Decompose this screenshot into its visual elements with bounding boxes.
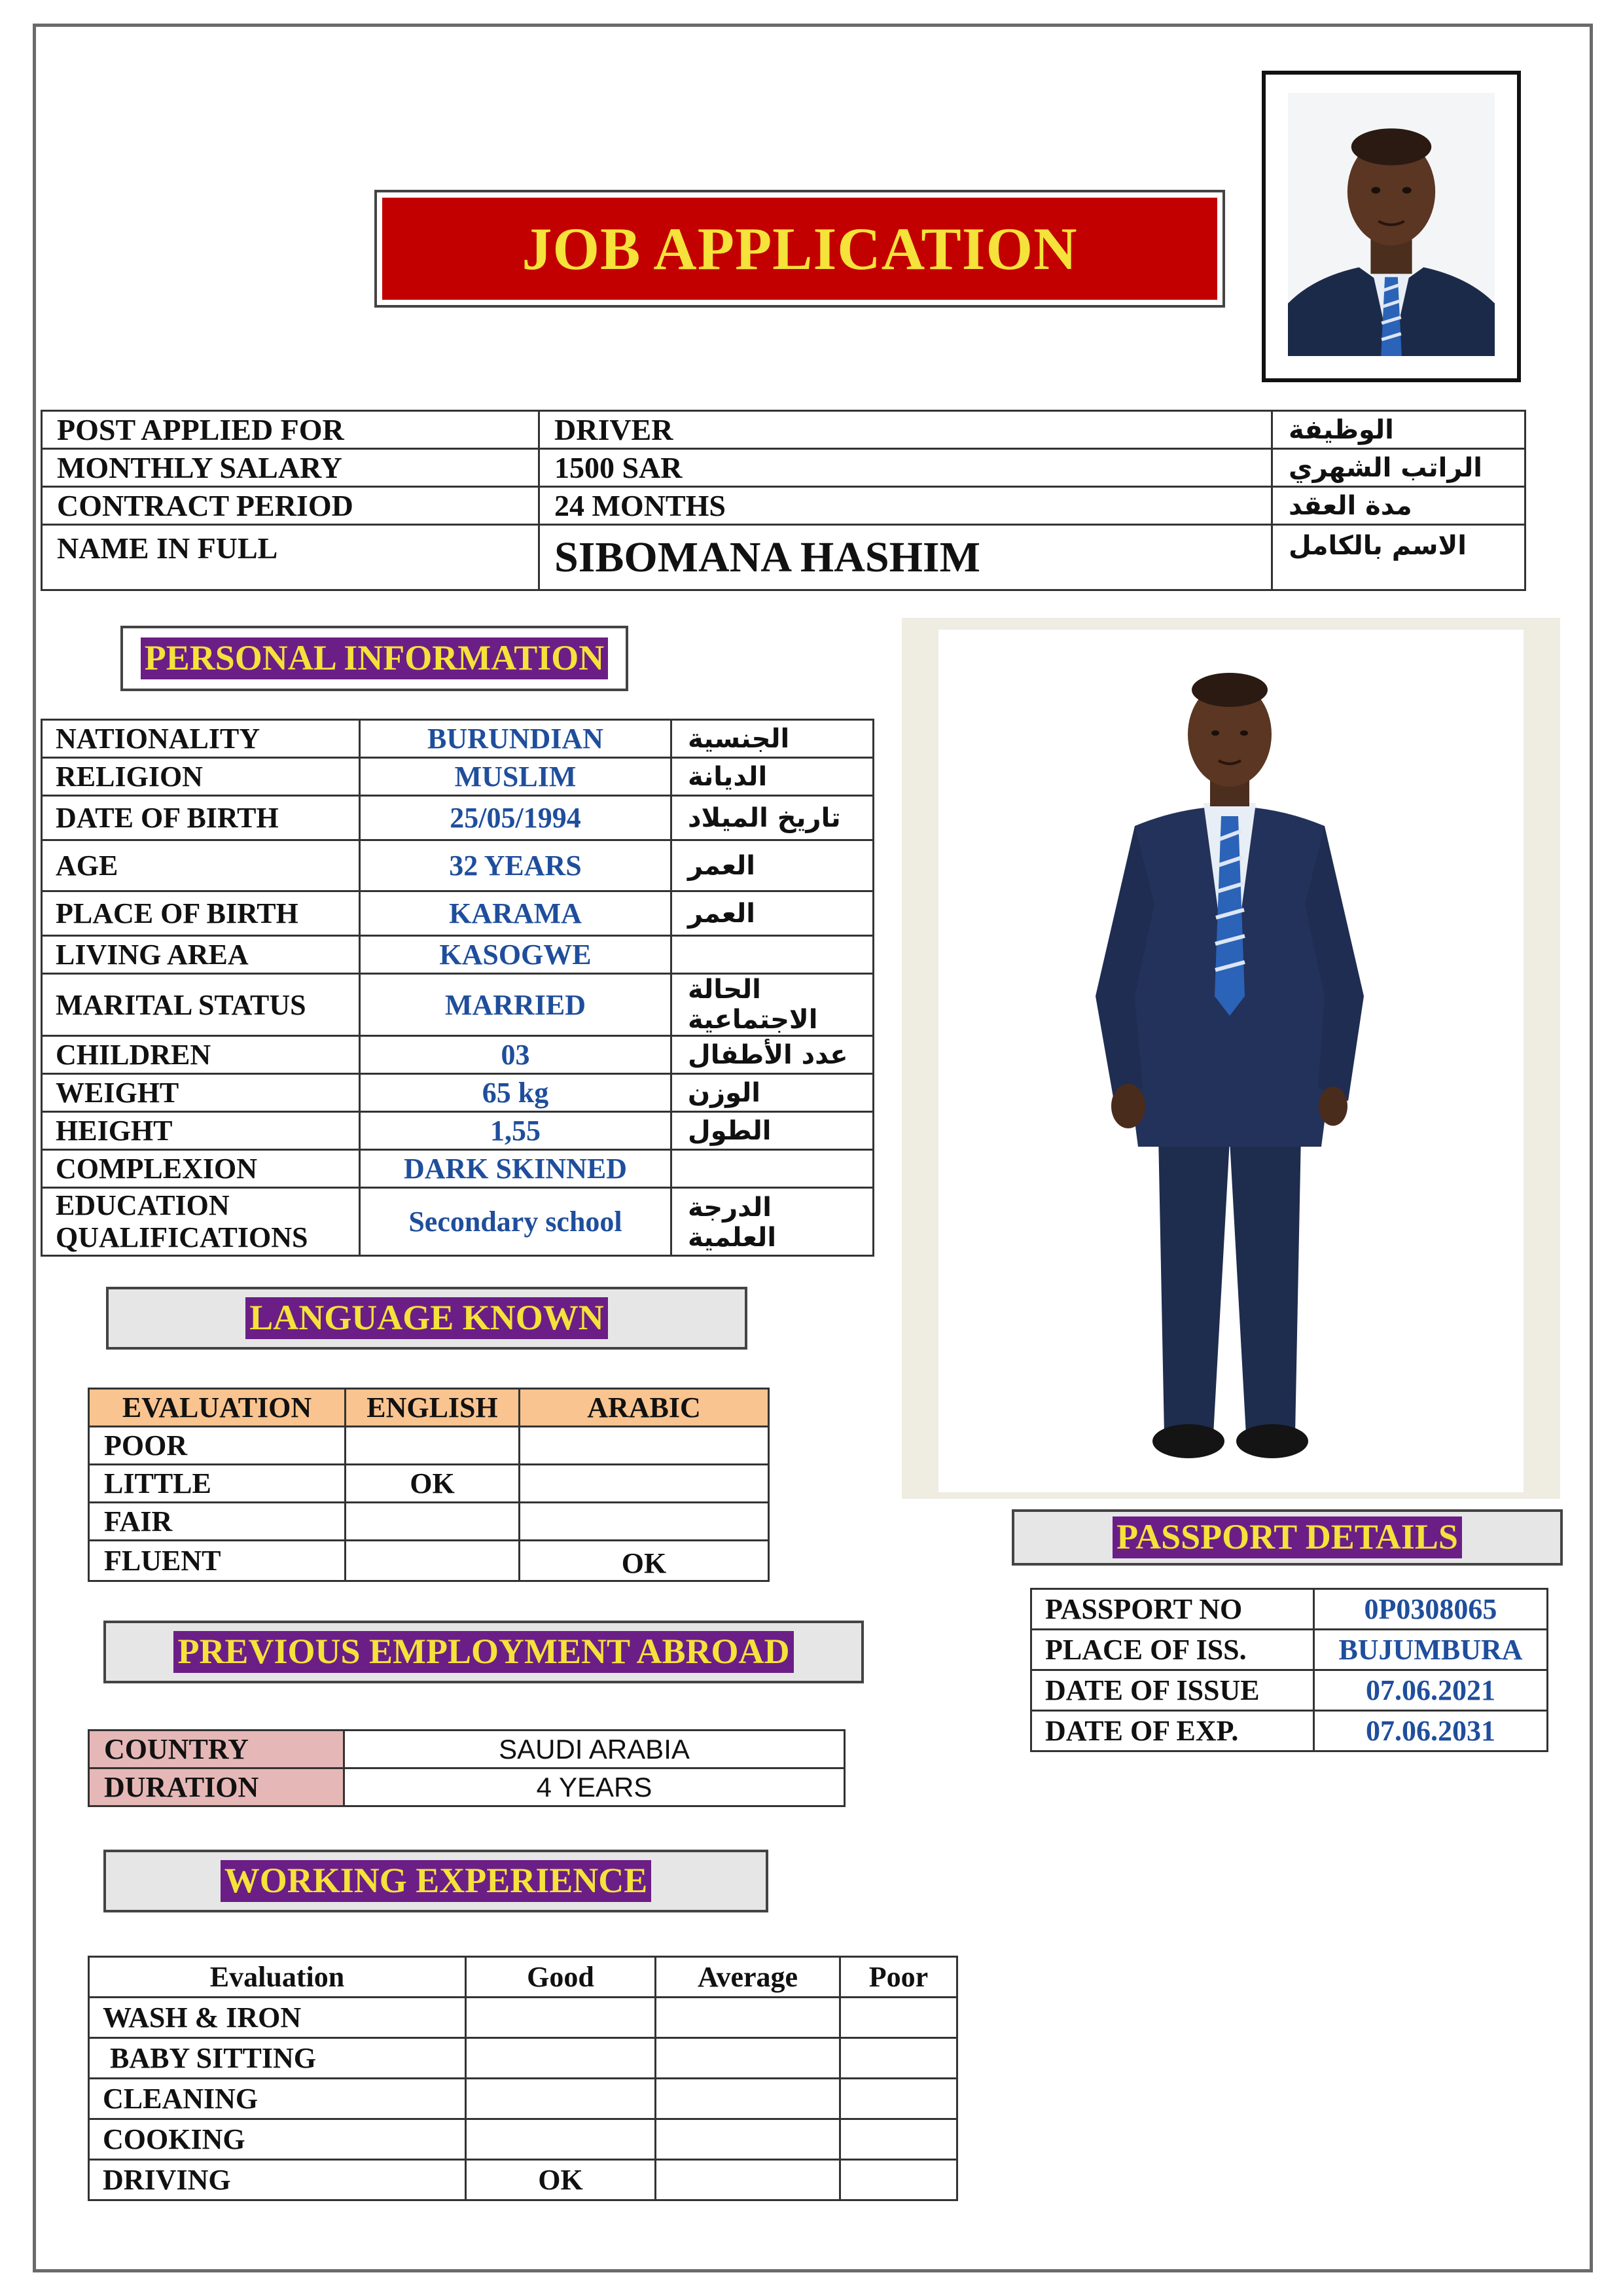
poor-cell (840, 2038, 957, 2079)
table-row (89, 2160, 957, 2200)
row-arabic: العمر (671, 840, 874, 891)
language-table (88, 1388, 770, 1582)
english-cell: OK (346, 1465, 520, 1503)
contract-label: CONTRACT PERIOD (42, 487, 539, 525)
row-arabic: الدرجة العلمية (671, 1188, 874, 1256)
date-of-expiry-label: DATE OF EXP. (1031, 1711, 1314, 1751)
level: FLUENT (89, 1541, 346, 1581)
arabic-cell (520, 1427, 769, 1465)
row-label: EDUCATION QUALIFICATIONS (42, 1188, 360, 1256)
table-row (42, 720, 874, 758)
country-value: SAUDI ARABIA (344, 1731, 845, 1768)
row-value: MARRIED (360, 974, 671, 1036)
row-arabic: عدد الأطفال (671, 1036, 874, 1074)
table-row (89, 2038, 957, 2079)
row-label: HEIGHT (42, 1112, 360, 1150)
poor-cell (840, 2079, 957, 2119)
contract-arabic: مدة العقد (1272, 487, 1525, 525)
row-label: DATE OF BIRTH (42, 796, 360, 840)
table-row (42, 449, 1525, 487)
table-row (89, 2119, 957, 2160)
working-experience-table (88, 1956, 958, 2201)
good-cell (466, 2079, 656, 2119)
average-cell (656, 1998, 840, 2038)
level: FAIR (89, 1503, 346, 1541)
row-label: AGE (42, 840, 360, 891)
average-cell (656, 2079, 840, 2119)
table-row (89, 2079, 957, 2119)
language-heading: LANGUAGE KNOWN (245, 1297, 608, 1338)
row-arabic: الطول (671, 1112, 874, 1150)
name-arabic: الاسم بالكامل (1272, 525, 1525, 590)
table-row (42, 1074, 874, 1112)
table-row (42, 840, 874, 891)
task: DRIVING (89, 2160, 466, 2200)
country-label: COUNTRY (89, 1731, 344, 1768)
level: LITTLE (89, 1465, 346, 1503)
row-value: 03 (360, 1036, 671, 1074)
row-arabic (671, 1150, 874, 1188)
arabic-cell: OK (520, 1541, 769, 1581)
previous-employment-heading-box (103, 1621, 864, 1683)
table-row (1031, 1711, 1548, 1751)
row-label: LIVING AREA (42, 936, 360, 974)
good-cell (466, 2038, 656, 2079)
passport-no-value: 0P0308065 (1314, 1589, 1548, 1630)
poor-cell (840, 1998, 957, 2038)
task: BABY SITTING (89, 2038, 466, 2079)
row-arabic: تاريخ الميلاد (671, 796, 874, 840)
row-value: BURUNDIAN (360, 720, 671, 758)
row-value: 65 kg (360, 1074, 671, 1112)
date-of-issue-value: 07.06.2021 (1314, 1670, 1548, 1711)
average-cell (656, 2038, 840, 2079)
title-banner (374, 190, 1225, 308)
previous-employment-table (88, 1729, 846, 1807)
row-arabic (671, 936, 874, 974)
header-average: Average (656, 1957, 840, 1998)
portrait-photo (1262, 71, 1521, 382)
english-cell (346, 1503, 520, 1541)
good-cell: OK (466, 2160, 656, 2200)
header-evaluation: EVALUATION (89, 1389, 346, 1427)
arabic-cell (520, 1503, 769, 1541)
good-cell (466, 1998, 656, 2038)
table-row (42, 1188, 874, 1256)
duration-value: 4 YEARS (344, 1768, 845, 1806)
date-of-expiry-value: 07.06.2031 (1314, 1711, 1548, 1751)
average-cell (656, 2160, 840, 2200)
header-english: ENGLISH (346, 1389, 520, 1427)
place-of-issue-label: PLACE OF ISS. (1031, 1630, 1314, 1670)
salary-value: 1500 SAR (539, 449, 1272, 487)
table-row (42, 411, 1525, 449)
row-value: Secondary school (360, 1188, 671, 1256)
table-row (42, 936, 874, 974)
table-row (89, 1427, 769, 1465)
full-name: SIBOMANA HASHIM (539, 525, 1272, 590)
task: CLEANING (89, 2079, 466, 2119)
row-arabic: الوزن (671, 1074, 874, 1112)
passport-heading: PASSPORT DETAILS (1113, 1516, 1462, 1558)
table-row (89, 1731, 845, 1768)
working-experience-heading-box (103, 1850, 768, 1912)
salary-label: MONTHLY SALARY (42, 449, 539, 487)
applicant-full-body (938, 630, 1524, 1492)
task: WASH & IRON (89, 1998, 466, 2038)
row-value: 1,55 (360, 1112, 671, 1150)
header-poor: Poor (840, 1957, 957, 1998)
salary-arabic: الراتب الشهري (1272, 449, 1525, 487)
poor-cell (840, 2119, 957, 2160)
row-value: DARK SKINNED (360, 1150, 671, 1188)
row-arabic: الديانة (671, 758, 874, 796)
applicant-headshot (1288, 93, 1495, 356)
post-arabic: الوظيفة (1272, 411, 1525, 449)
personal-info-table (41, 719, 874, 1257)
row-arabic: الحالة الاجتماعية (671, 974, 874, 1036)
row-label: MARITAL STATUS (42, 974, 360, 1036)
table-row (1031, 1589, 1548, 1630)
table-row (42, 1112, 874, 1150)
passport-no-label: PASSPORT NO (1031, 1589, 1314, 1630)
table-row (1031, 1630, 1548, 1670)
row-label: WEIGHT (42, 1074, 360, 1112)
table-row (42, 487, 1525, 525)
contract-value: 24 MONTHS (539, 487, 1272, 525)
date-of-issue-label: DATE OF ISSUE (1031, 1670, 1314, 1711)
row-value: 32 YEARS (360, 840, 671, 891)
table-header-row (89, 1957, 957, 1998)
row-label: PLACE OF BIRTH (42, 891, 360, 936)
average-cell (656, 2119, 840, 2160)
table-row (42, 1036, 874, 1074)
header-arabic: ARABIC (520, 1389, 769, 1427)
table-row (42, 758, 874, 796)
table-row (89, 1503, 769, 1541)
row-arabic: الجنسية (671, 720, 874, 758)
name-label: NAME IN FULL (42, 525, 539, 590)
row-arabic: العمر (671, 891, 874, 936)
duration-label: DURATION (89, 1768, 344, 1806)
table-row (42, 796, 874, 840)
english-cell (346, 1541, 520, 1581)
personal-info-heading-box (120, 626, 628, 691)
row-value: MUSLIM (360, 758, 671, 796)
header-good: Good (466, 1957, 656, 1998)
table-row (1031, 1670, 1548, 1711)
row-label: CHILDREN (42, 1036, 360, 1074)
row-value: KARAMA (360, 891, 671, 936)
table-row (42, 974, 874, 1036)
position-table (41, 410, 1526, 591)
page-title: JOB APPLICATION (382, 198, 1217, 300)
row-label: RELIGION (42, 758, 360, 796)
table-row (42, 1150, 874, 1188)
post-label: POST APPLIED FOR (42, 411, 539, 449)
good-cell (466, 2119, 656, 2160)
english-cell (346, 1427, 520, 1465)
table-row (89, 1768, 845, 1806)
full-body-photo (902, 618, 1560, 1499)
table-header-row (89, 1389, 769, 1427)
poor-cell (840, 2160, 957, 2200)
place-of-issue-value: BUJUMBURA (1314, 1630, 1548, 1670)
language-heading-box (106, 1287, 747, 1350)
passport-heading-box (1012, 1509, 1563, 1566)
row-value: 25/05/1994 (360, 796, 671, 840)
row-value: KASOGWE (360, 936, 671, 974)
header-evaluation: Evaluation (89, 1957, 466, 1998)
previous-employment-heading: PREVIOUS EMPLOYMENT ABROAD (173, 1631, 793, 1672)
working-experience-heading: WORKING EXPERIENCE (221, 1860, 652, 1901)
post-value: DRIVER (539, 411, 1272, 449)
row-label: COMPLEXION (42, 1150, 360, 1188)
table-row (42, 891, 874, 936)
table-row (89, 1998, 957, 2038)
level: POOR (89, 1427, 346, 1465)
task: COOKING (89, 2119, 466, 2160)
table-row (89, 1465, 769, 1503)
arabic-cell (520, 1465, 769, 1503)
table-row (89, 1541, 769, 1581)
row-label: NATIONALITY (42, 720, 360, 758)
personal-info-heading: PERSONAL INFORMATION (141, 637, 609, 679)
passport-table (1030, 1588, 1548, 1752)
table-row (42, 525, 1525, 590)
